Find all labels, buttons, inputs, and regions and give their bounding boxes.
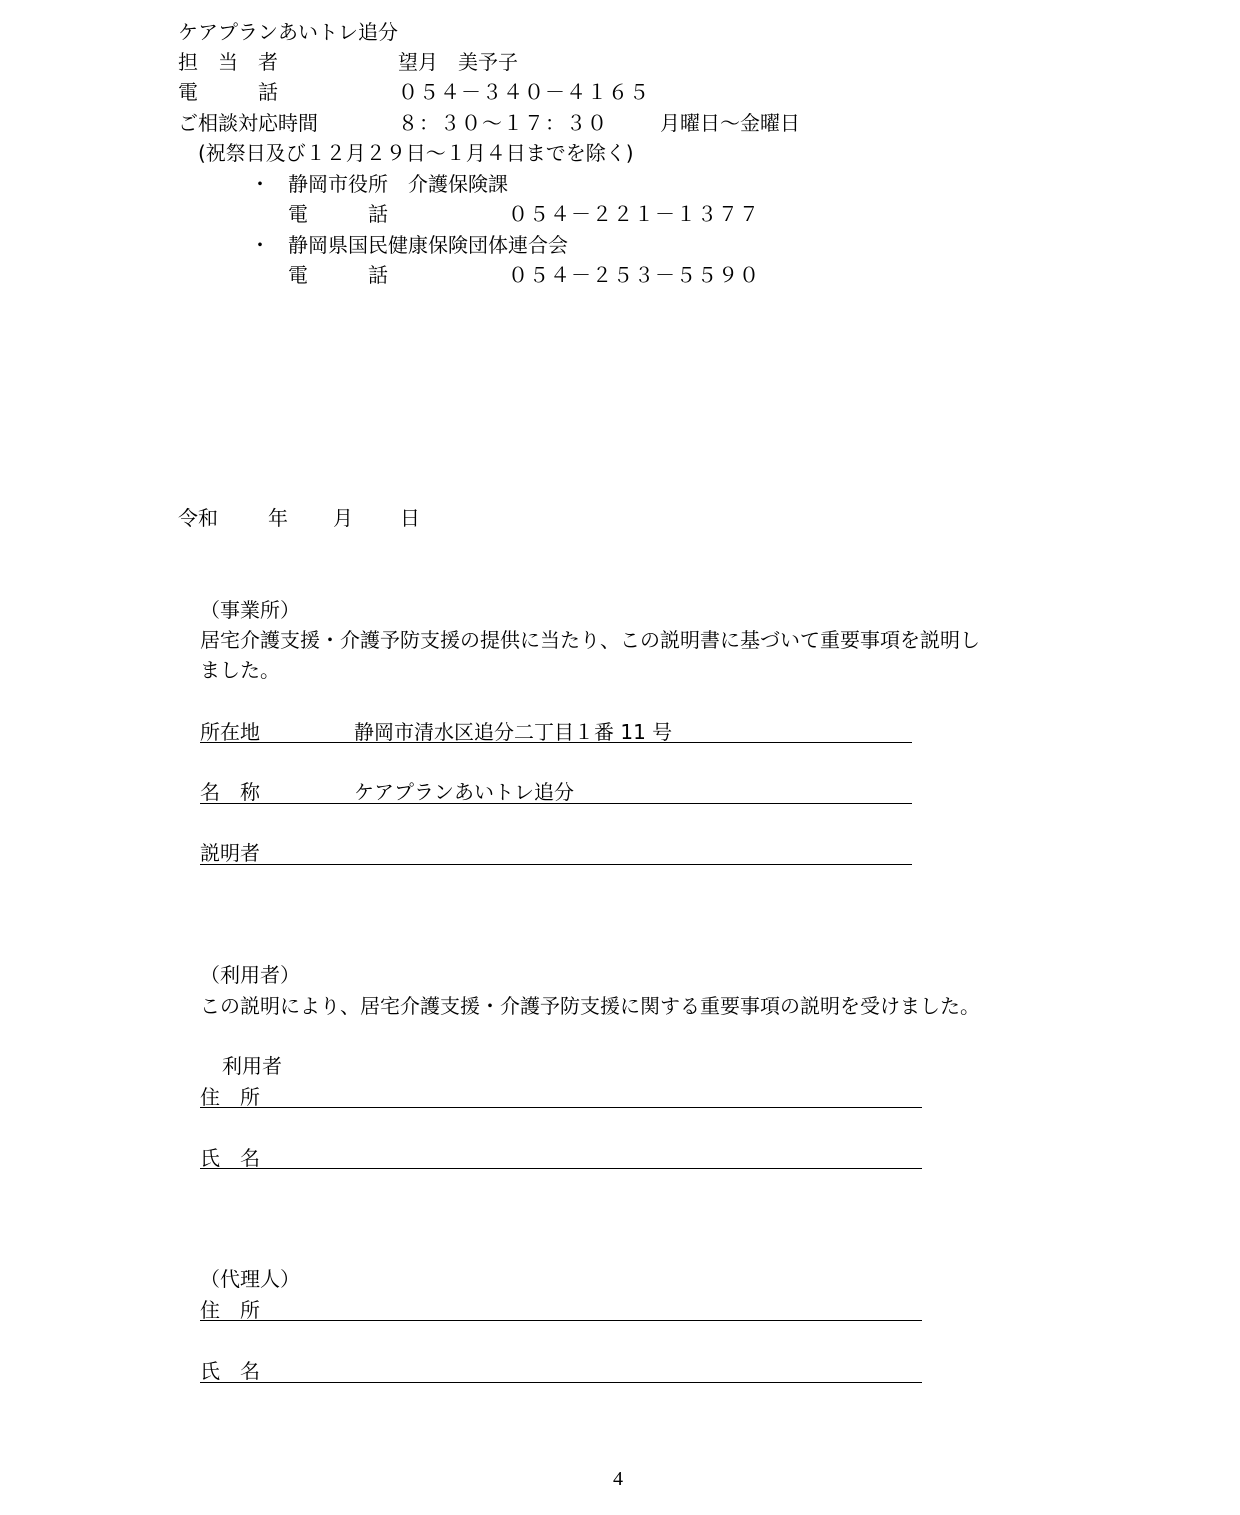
holiday-note: (祝祭日及び１２月２９日～１月４日までを除く)	[198, 141, 634, 165]
consultation-hours-label: ご相談対応時間	[178, 111, 318, 135]
city-office-phone: ０５４－２２１－１３７７	[508, 202, 760, 226]
contact-bullet: ・	[250, 233, 270, 257]
office-name: ケアプランあいトレ追分	[178, 20, 398, 44]
page-number: 4	[613, 1468, 623, 1490]
contact-person-name: 望月 美予子	[398, 50, 518, 74]
user-section-heading: （利用者）	[200, 963, 300, 987]
federation-name: 静岡県国民健康保険団体連合会	[288, 233, 568, 257]
office-address-underline	[200, 742, 912, 743]
agent-name-label: 氏 名	[200, 1359, 260, 1383]
office-name-label: 名 称	[200, 780, 260, 804]
consultation-hours-days: 月曜日～金曜日	[660, 111, 800, 135]
office-address-label: 所在地	[200, 720, 260, 744]
phone-number: ０５４－３４０－４１６５	[398, 80, 650, 104]
date-era: 令和	[178, 506, 218, 530]
office-statement-line1: 居宅介護支援・介護予防支援の提供に当たり、この説明書に基づいて重要事項を説明し	[200, 628, 980, 652]
office-address-value: 静岡市清水区追分二丁目１番 11 号	[354, 720, 673, 744]
federation-phone: ０５４－２５３－５５９０	[508, 263, 760, 287]
agent-address-line[interactable]	[200, 1320, 922, 1321]
user-sub-heading: 利用者	[222, 1054, 282, 1078]
date-day: 日	[400, 506, 420, 530]
contact-bullet: ・	[250, 172, 270, 196]
office-section-heading: （事業所）	[200, 598, 300, 622]
user-name-label: 氏 名	[200, 1146, 260, 1170]
office-name-value: ケアプランあいトレ追分	[354, 780, 574, 804]
date-month: 月	[333, 506, 353, 530]
consultation-hours-time: ８：３０～１７：３０	[398, 111, 608, 135]
date-year: 年	[268, 506, 288, 530]
agent-address-label: 住 所	[200, 1298, 260, 1322]
contact-person-label: 担 当 者	[178, 50, 278, 74]
agent-name-line[interactable]	[200, 1382, 922, 1383]
user-statement: この説明により、居宅介護支援・介護予防支援に関する重要事項の説明を受けました。	[200, 994, 980, 1018]
explainer-label: 説明者	[200, 841, 260, 865]
city-office-name: 静岡市役所 介護保険課	[288, 172, 508, 196]
user-name-line[interactable]	[200, 1168, 922, 1169]
user-address-line[interactable]	[200, 1107, 922, 1108]
explainer-signature-line[interactable]	[200, 864, 912, 865]
office-statement-line2: ました。	[200, 658, 280, 682]
user-address-label: 住 所	[200, 1085, 260, 1109]
agent-section-heading: （代理人）	[200, 1267, 300, 1291]
federation-phone-label: 電 話	[288, 263, 388, 287]
office-name-underline	[200, 803, 912, 804]
phone-label: 電 話	[178, 80, 278, 104]
city-office-phone-label: 電 話	[288, 202, 388, 226]
